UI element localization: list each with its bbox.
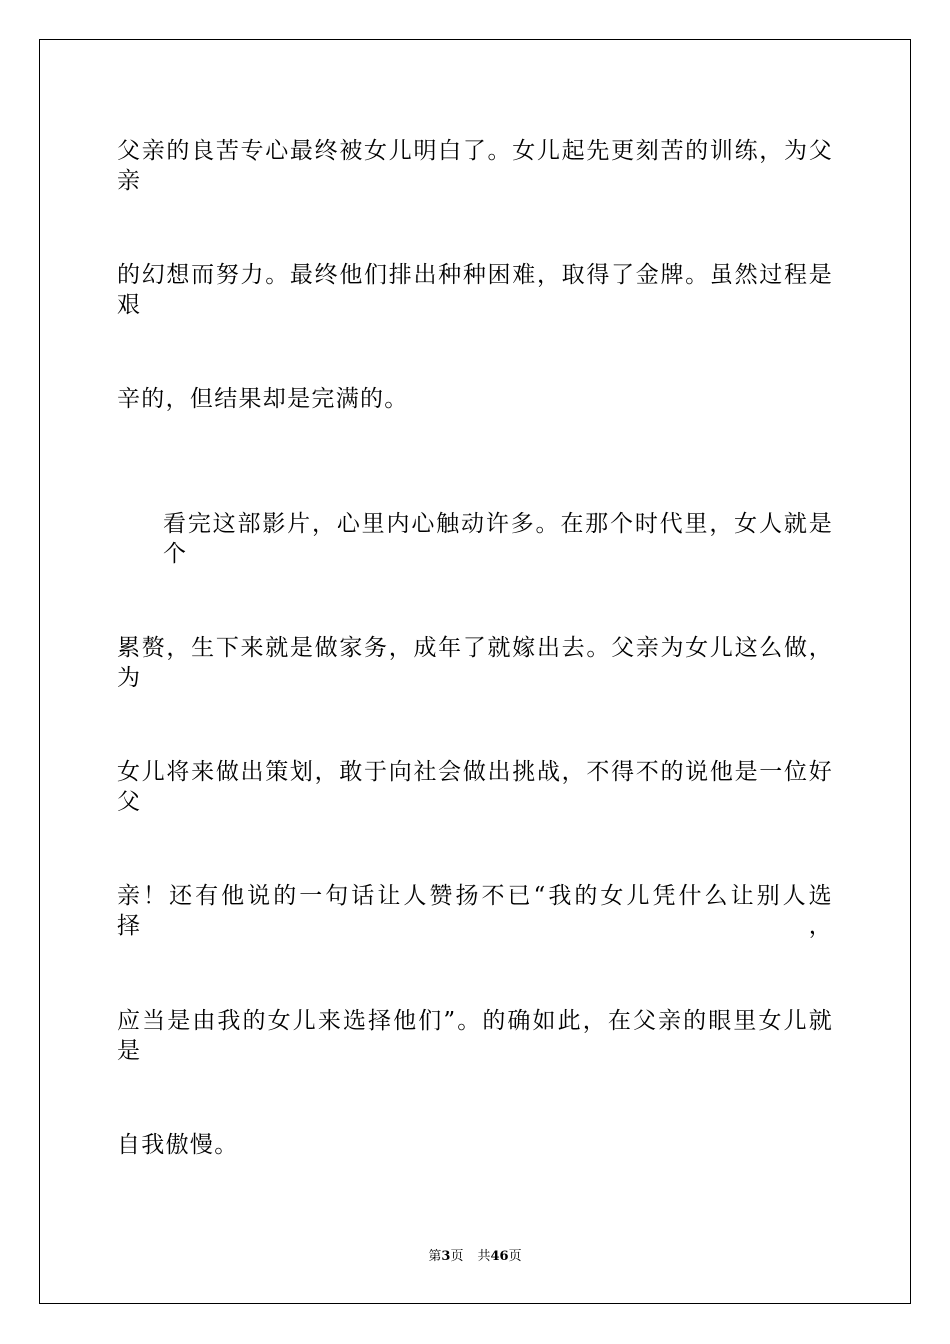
page-footer xyxy=(0,1248,950,1266)
paragraph-line-1: 父亲的良苦专心最终被女儿明白了。女儿起先更刻苦的训练，为父亲 xyxy=(117,138,833,194)
total-suffix: 页 xyxy=(508,1249,522,1264)
page-border xyxy=(39,39,911,1304)
paragraph-line-4: 看完这部影片，心里内心触动许多。在那个时代里，女人就是个 xyxy=(163,511,833,567)
paragraph-line-2: 的幻想而努力。最终他们排出种种困难，取得了金牌。虽然过程是艰 xyxy=(117,262,833,318)
paragraph-line-5: 累赘，生下来就是做家务，成年了就嫁出去。父亲为女儿这么做，为 xyxy=(117,635,833,691)
paragraph-line-3: 辛的，但结果却是完满的。 xyxy=(117,386,409,412)
paragraph-line-7: 亲！还有他说的一句话让人赞扬不已“我的女儿凭什么让别人选择， xyxy=(117,883,833,939)
paragraph-line-8: 应当是由我的女儿来选择他们”。的确如此，在父亲的眼里女儿就是 xyxy=(117,1008,833,1064)
page-prefix: 第 xyxy=(428,1249,442,1264)
page-suffix: 页 xyxy=(450,1249,464,1264)
total-prefix: 共 xyxy=(477,1249,491,1264)
paragraph-line-6: 女儿将来做出策划，敢于向社会做出挑战，不得不的说他是一位好父 xyxy=(117,759,833,815)
paragraph-line-9: 自我傲慢。 xyxy=(117,1132,239,1158)
total-pages: 46 xyxy=(490,1249,509,1264)
page-number: 3 xyxy=(441,1249,451,1264)
